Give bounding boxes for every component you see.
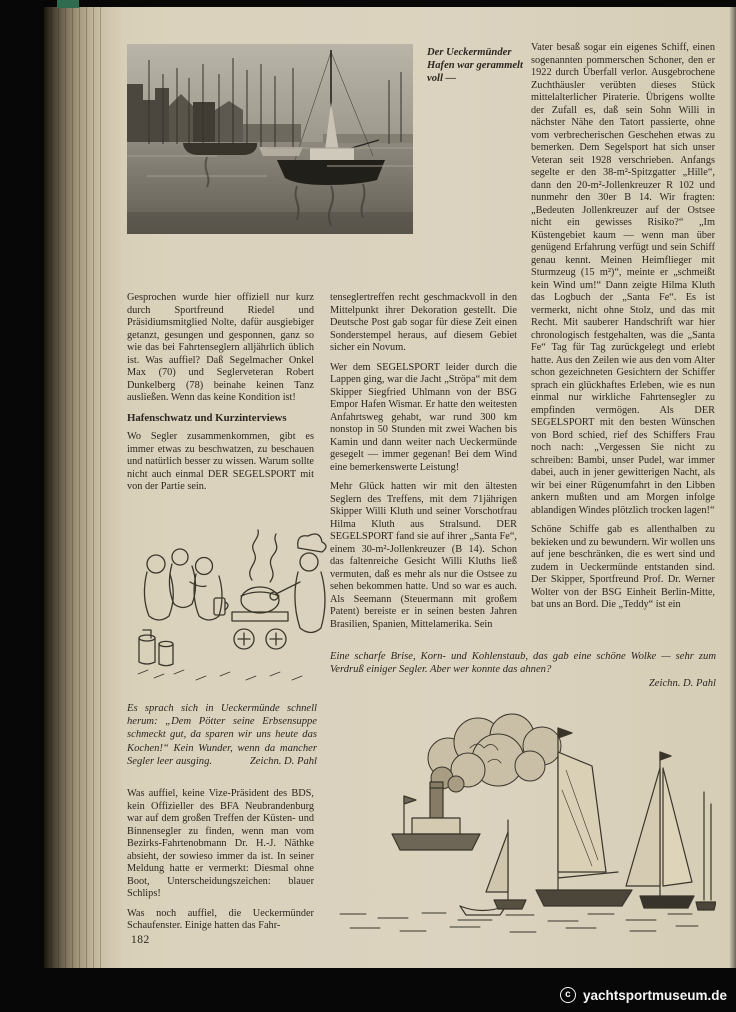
column-left-top (127, 292, 314, 501)
column-middle (330, 292, 517, 646)
column-right (531, 42, 715, 648)
page-right-shadow (729, 7, 736, 968)
page-number: 182 (131, 934, 150, 946)
paragraph: Wer dem SEGELSPORT leider durch die Lappen ging, war die Jacht „Ströpa“ mit dem Skipper Siegfried Uhlmann von der BSG Empor Hafen Wismar. Er hatte den weitesten Anfahrtsweg gehabt, war rund 300 km nonstop in 50 Stunden mit zwei Wachen bis Kamin und dann weiter nach Ueckermünde gesegelt — immer gegenan! Bei dem Wind eine bemerkenswerte Leistung! (330, 361, 517, 473)
harbor-photo-image (127, 44, 413, 234)
paragraph: Wo Segler zusammenkommen, gibt es immer etwas zu beschwatzen, zu beschauen und natürlich besser zu wissen. Warum sollte nicht auch einmal DER SEGELSPORT mit von der Partie sein. (127, 431, 314, 492)
paragraph: Gesprochen wurde hier offiziell nur kurz durch Sportfreund Riedel und Präsidiumsmitglied Nolte, dafür ausgiebiger getanzt, gesungen und gesponnen, ganz so wie das bei Fahrtenseglern alljährlich üblich ist. Was auffiel? Daß Segelmacher Onkel Max (70) und Seglerveteran Robert Dunkelberg (78) beinahe keinen Tanz ausließen. Wenn das keine Kondition ist! (127, 292, 314, 403)
paragraph: Vater besaß sogar ein eigenes Schiff, einen sogenannten pommerschen Schoner, den er 1922 durch Überfall verlor. Ausgebrochene Zuchthäusler verübten dieses Stück mittelalterlicher Piraterie. Übrigens wollte der Zufall es, daß sein Sohn Willi in nächster Nähe den Tatort passierte, ohne vom verbrecherischen Geschehen etwas zu bemerken. Dem Segelsport hat sich unser Veteran seit 1928 verschrieben. Anfangs segelte er den 38-m²-Spitzgatter „Hille“, dann den 20-m²-Jollenkreuzer R 102 und nunmehr den 30er B 14. Wir fragten: „Bedeuten Jollenkreuzer auf der Ostsee nicht ein gewisses Risiko?“ „Im Küstengebiet kaum — wenn man über genügend Erfahrung verfügt und sein Schiff genau kennt. Meinen Heimflieger mit Sturmzeug (15 m²)“, meinte er „schmeißt kein Wind um!“ Dann zeigte Hilma Kluth das Logbuch der „Santa Fe“. Es ist vermerkt, nicht ohne Stolz, und das mit Recht. Mit sauberer Handschrift war hier chronologisch festgehalten, was die „Santa Fe“ Tag für Tag zurückgelegt und erlebt hatte. Aus den Zeilen wie aus den vom Alter schon gezeichneten Gesichtern der Schiffer sprach ein glückhaftes Erleben, wie es nun einmal nur wirkliche Fahrtensegler zu empfinden vermögen. Als DER SEGELSPORT mit den besten Wünschen von Bord schied, rief des Schiffers Frau noch nach: „Vergessen Sie nicht zu schreiben: Bambi, unser Pudel, war immer dabei, auch in jener gewitterigen Nacht, als wir bei einer Rügenumfahrt in den Libben ankern mußten und am Morgen infolge ablandigen Windes plötzlich trocken lagen!“ (531, 42, 715, 516)
photo-caption: Der Ueckermünder Hafen war gerammelt voll — (427, 47, 523, 85)
illustration-credit: Zeichn. D. Pahl (648, 678, 716, 690)
copyright-icon: c (560, 987, 576, 1003)
cartoon-caption-text: Es sprach sich in Ueckermünde schnell herum: „Dem Pötter seine Erbsensuppe schmeckt gut, da sparen wir uns heute das Kochen!“ Kein Wunder, wenn da mancher Segler leer ausging. (127, 703, 317, 767)
cover-edge-sliver (57, 0, 79, 8)
paragraph: Schöne Schiffe gab es allenthalben zu bekieken und zu bewundern. Wir wollen uns auf jene beschränken, die es wert sind und zudem in Ueckermünde entstanden sind. Der Skipper, Sportfreund Prof. Dr. Werner Wolter von der BSG Einheit Berlin-Mitte, bat uns an Bord. Die „Teddy“ ist ein (531, 524, 715, 610)
drawing-caption (330, 650, 716, 691)
paragraph: Mehr Glück hatten wir mit den ältesten Seglern des Treffens, mit dem 71jährigen Skipper Willi Kluth und seiner Vorschotfrau Hilma Kluth aus Stralsund. DER SEGELSPORT fand sie auf ihrer „Santa Fe“, einem 30-m²-Jollenkreuzer (B 14). Schon das faltenreiche Gesicht Willi Kluths ließ vermuten, daß es mehr als nur die Ostsee zu sehen bekommen hatte. Und so war es auch. Als Seemann (Steuermann mit großem Patent) bereiste er in seinen besten Jahren Brasilien, Spanien, Mittelamerika. Sein (330, 481, 517, 630)
sailboats-drawing (330, 700, 716, 942)
column-left-bottom (127, 788, 314, 940)
section-heading: Hafenschwatz und Kurzinterviews (127, 411, 287, 424)
sailboats-drawing-image (330, 700, 716, 942)
book-spine (44, 7, 102, 968)
paragraph: tenseglertreffen recht geschmackvoll in den Mittelpunkt ihrer Dekoration gestellt. Die Deutsche Post gab sogar für diese Zeit einen Sonderstempel heraus, auf diesem Gebiet sicher ein Novum. (330, 292, 517, 353)
harbor-photo (127, 44, 413, 234)
illustration-credit: Zeichn. D. Pahl (249, 755, 317, 767)
paragraph: Was noch auffiel, die Ueckermünder Schaufenster. Einige hatten das Fahr- (127, 907, 314, 931)
soup-cartoon-image (130, 512, 328, 696)
drawing-caption-text: Eine scharfe Brise, Korn- und Kohlenstaub, das gab eine schöne Wolke — sehr zum Verdruß einiger Segler. Aber wer konnte das ahnen? (330, 651, 716, 676)
cartoon-caption (127, 702, 317, 768)
soup-cartoon-illustration (130, 512, 328, 696)
watermark-text: yachtsportmuseum.de (582, 987, 727, 1003)
paragraph: Was auffiel, keine Vize-Präsident des BDS, kein Offizieller des BFA Neubrandenburg war auf dem großen Treffen der Küsten- und Binnensegler zu finden, wenn man vom Bezirks-Fahrtenobmann Dr. H.-J. Näthke absieht, der sowieso immer da ist. In seiner Meldung hatte er vermerkt: Diesmal ohne Boot, Unterscheidungszeichen: blauer Schlips! (127, 788, 314, 899)
watermark (560, 987, 727, 1003)
